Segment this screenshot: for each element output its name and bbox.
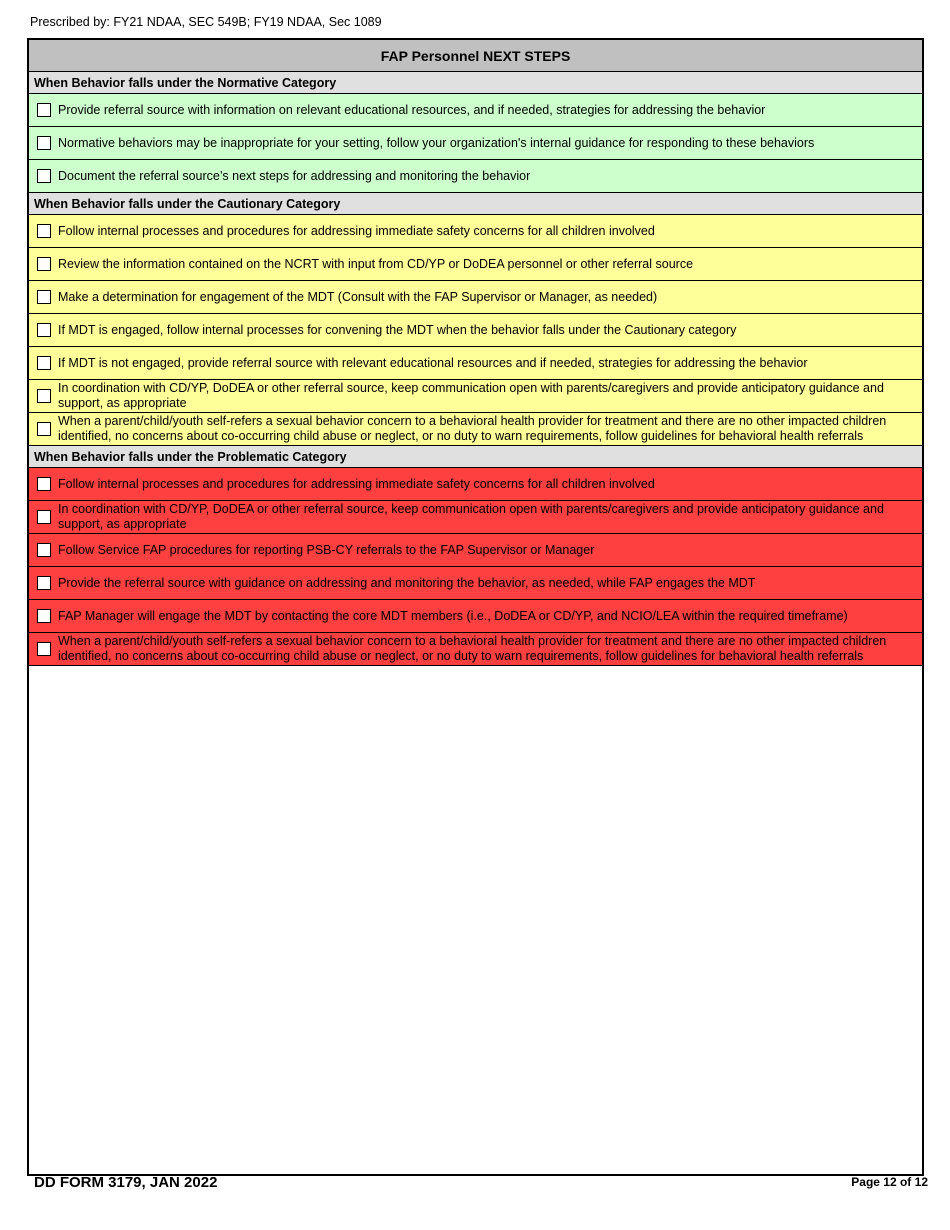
checklist-row xyxy=(29,534,922,567)
checklist-text: Follow internal processes and procedures for addressing immediate safety concerns for all children involved xyxy=(58,223,655,238)
checkbox[interactable] xyxy=(37,422,51,436)
checklist-text: Document the referral source’s next steps for addressing and monitoring the behavior xyxy=(58,168,531,183)
section-header-normative: When Behavior falls under the Normative Category xyxy=(29,72,922,94)
checkbox[interactable] xyxy=(37,136,51,150)
checklist-text: In coordination with CD/YP, DoDEA or other referral source, keep communication open with parents/caregivers and provide anticipatory guidance and support, as appropriate xyxy=(58,502,884,531)
form-title: FAP Personnel NEXT STEPS xyxy=(29,40,922,72)
form-frame xyxy=(27,38,924,1176)
checklist-text: When a parent/child/youth self-refers a sexual behavior concern to a behavioral health provider for treatment and there are no other impacted children identified, no concerns about co-occurring child abuse or neglect, or no duty to warn requirements, follow guidelines for behavioral health referrals xyxy=(58,414,887,443)
checklist-row xyxy=(29,468,922,501)
section-header-cautionary: When Behavior falls under the Cautionary Category xyxy=(29,193,922,215)
prescribed-by: Prescribed by: FY21 NDAA, SEC 549B; FY19 NDAA, Sec 1089 xyxy=(30,15,382,29)
checklist-row xyxy=(29,281,922,314)
checkbox[interactable] xyxy=(37,169,51,183)
checkbox[interactable] xyxy=(37,510,51,524)
checklist-text: FAP Manager will engage the MDT by contacting the core MDT members (i.e., DoDEA or CD/YP, and NCIO/LEA within the required timeframe) xyxy=(58,608,848,623)
checklist-text: Make a determination for engagement of the MDT (Consult with the FAP Supervisor or Manager, as needed) xyxy=(58,289,658,304)
checkbox[interactable] xyxy=(37,356,51,370)
checklist-row xyxy=(29,633,922,666)
checkbox[interactable] xyxy=(37,290,51,304)
checklist-text: If MDT is not engaged, provide referral source with relevant educational resources and if needed, strategies for addressing the behavior xyxy=(58,355,808,370)
checkbox[interactable] xyxy=(37,224,51,238)
checklist-row xyxy=(29,501,922,534)
checklist-row xyxy=(29,567,922,600)
checklist-text: Review the information contained on the NCRT with input from CD/YP or DoDEA personnel or other referral source xyxy=(58,256,694,271)
checklist-text: When a parent/child/youth self-refers a sexual behavior concern to a behavioral health provider for treatment and there are no other impacted children identified, no concerns about co-occurring child abuse or neglect, or no duty to warn requirements, follow guidelines for behavioral health referrals xyxy=(58,634,887,663)
checkbox[interactable] xyxy=(37,477,51,491)
checklist-row xyxy=(29,380,922,413)
checkbox[interactable] xyxy=(37,323,51,337)
checklist-row xyxy=(29,160,922,193)
checkbox[interactable] xyxy=(37,543,51,557)
checkbox[interactable] xyxy=(37,103,51,117)
checklist-row xyxy=(29,215,922,248)
checklist-row xyxy=(29,127,922,160)
page-number: Page 12 of 12 xyxy=(851,1175,928,1189)
checkbox[interactable] xyxy=(37,642,51,656)
checklist-row xyxy=(29,600,922,633)
checklist-text: Provide the referral source with guidance on addressing and monitoring the behavior, as needed, while FAP engages the MDT xyxy=(58,575,756,590)
form-id: DD FORM 3179, JAN 2022 xyxy=(34,1174,218,1191)
checklist-text: Normative behaviors may be inappropriate for your setting, follow your organization's internal guidance for responding to these behaviors xyxy=(58,135,815,150)
checklist-text: In coordination with CD/YP, DoDEA or other referral source, keep communication open with parents/caregivers and provide anticipatory guidance and support, as appropriate xyxy=(58,381,884,410)
checkbox[interactable] xyxy=(37,257,51,271)
checklist-row xyxy=(29,314,922,347)
checkbox[interactable] xyxy=(37,576,51,590)
checklist-row xyxy=(29,347,922,380)
checklist-text: Follow internal processes and procedures for addressing immediate safety concerns for all children involved xyxy=(58,476,655,491)
checkbox[interactable] xyxy=(37,389,51,403)
checklist-text: Provide referral source with information on relevant educational resources, and if needed, strategies for addressing the behavior xyxy=(58,102,766,117)
section-header-problematic: When Behavior falls under the Problematic Category xyxy=(29,446,922,468)
checklist-row xyxy=(29,248,922,281)
checkbox[interactable] xyxy=(37,609,51,623)
checklist-text: Follow Service FAP procedures for reporting PSB-CY referrals to the FAP Supervisor or Manager xyxy=(58,542,595,557)
checklist-row xyxy=(29,94,922,127)
checklist-row xyxy=(29,413,922,446)
checklist-text: If MDT is engaged, follow internal processes for convening the MDT when the behavior falls under the Cautionary category xyxy=(58,322,737,337)
